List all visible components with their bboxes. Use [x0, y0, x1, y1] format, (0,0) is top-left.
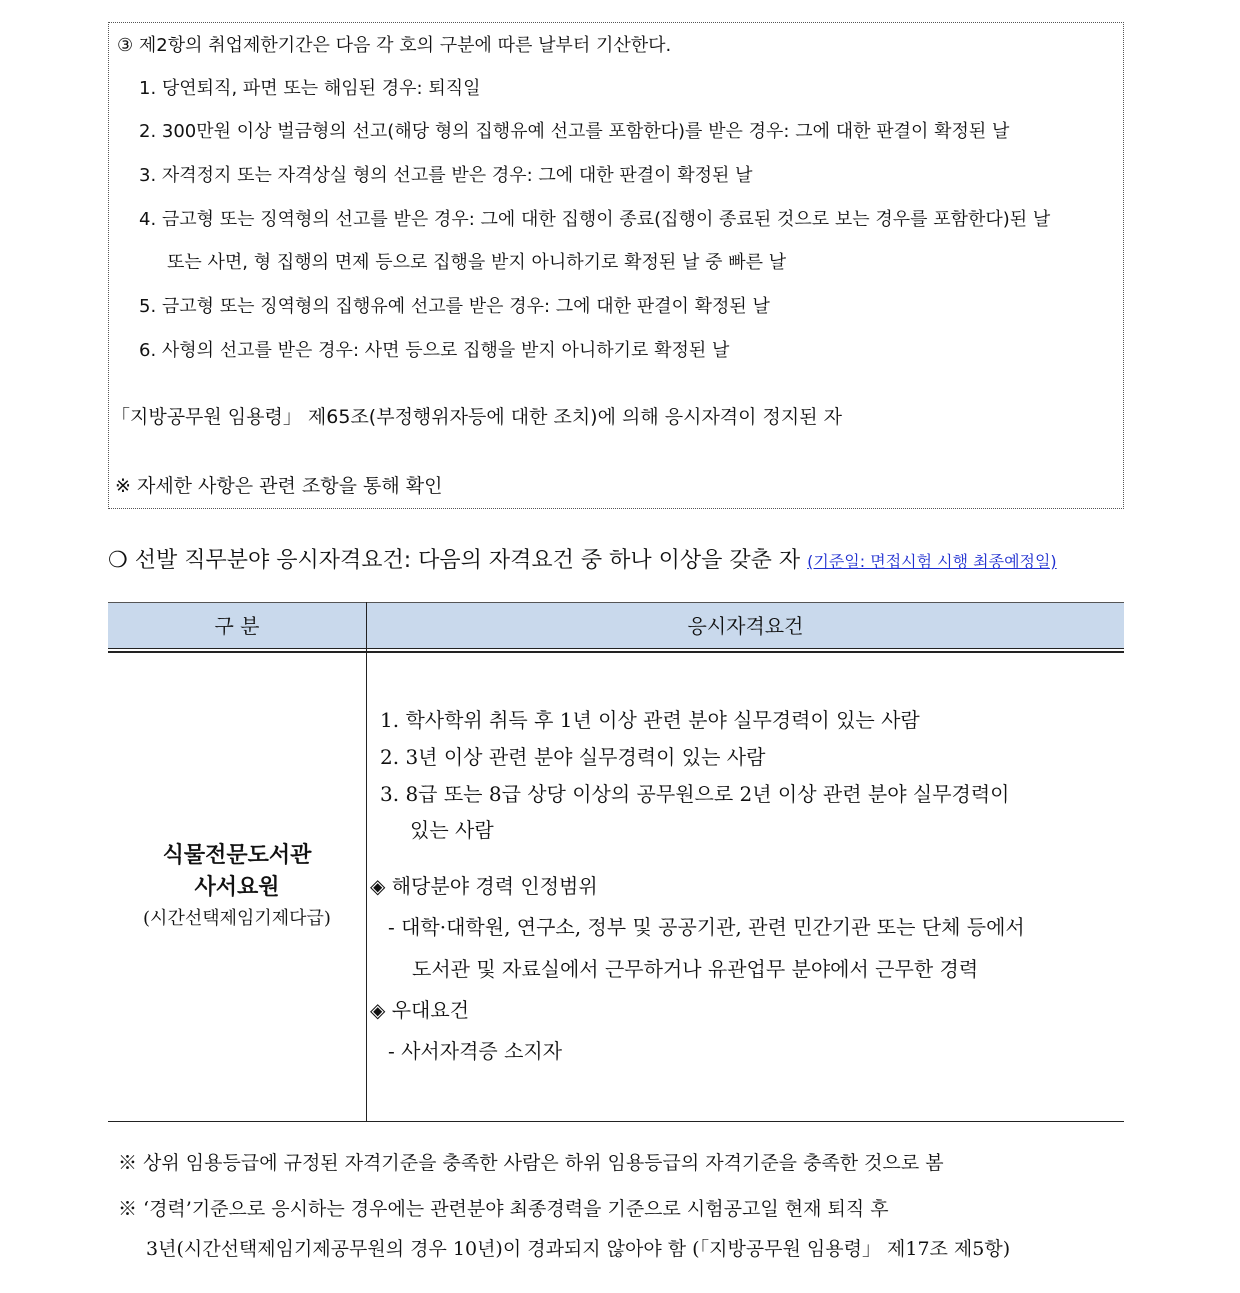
clause-item: 2. 300만원 이상 벌금형의 선고(해당 형의 집행유예 선고를 포함한다)를 받은 경우: 그에 대한 판결이 확정된 날	[139, 121, 1010, 142]
footnote: ※ ‘경력’기준으로 응시하는 경우에는 관련분야 최종경력을 기준으로 시험공고일 현재 퇴직 후	[118, 1198, 889, 1220]
heading-bullet-icon: ❍	[108, 548, 128, 573]
clause-item: 5. 금고형 또는 징역형의 집행유예 선고를 받은 경우: 그에 대한 판결이 확정된 날	[139, 296, 770, 317]
category-type: (시간선택제임기제다급)	[143, 908, 331, 929]
heading-date-note: (기준일: 면접시험 시행 최종예정일)	[807, 552, 1057, 571]
clause-item: 3. 자격정지 또는 자격상실 형의 선고를 받은 경우: 그에 대한 판결이 확정된 날	[139, 165, 753, 186]
table-header	[108, 602, 1124, 649]
preference-line: - 사서자격증 소지자	[388, 1039, 563, 1063]
footnote-continuation: 3년(시간선택제임기제공무원의 경우 10년)이 경과되지 않아야 함 (「지방공무원 임용령」 제17조 제5항)	[146, 1238, 1011, 1260]
requirements-table	[108, 602, 1124, 1122]
requirement-item: 1. 학사학위 취득 후 1년 이상 관련 분야 실무경력이 있는 사람	[380, 708, 920, 732]
category-subtitle: 사서요원	[194, 874, 280, 900]
header-rule	[108, 648, 1124, 649]
clause-item: 1. 당연퇴직, 파면 또는 해임된 경우: 퇴직일	[139, 78, 481, 99]
header-category: 구 분	[214, 614, 260, 638]
heading-text: 선발 직무분야 응시자격요건: 다음의 자격요건 중 하나 이상을 갖춘 자	[134, 548, 801, 573]
experience-range-line: - 대학·대학원, 연구소, 정부 및 공공기관, 관련 민간기관 또는 단체 등에서	[388, 915, 1025, 939]
footnote: ※ 상위 임용등급에 규정된 자격기준을 충족한 사람은 하위 임용등급의 자격기준을 충족한 것으로 봄	[118, 1152, 944, 1174]
clause-item: 4. 금고형 또는 징역형의 선고를 받은 경우: 그에 대한 집행이 종료(집행이 종료된 것으로 보는 경우를 포함한다)된 날	[139, 209, 1051, 230]
decree-line: 「지방공무원 임용령」 제65조(부정행위자등에 대한 조치)에 의해 응시자격이 정지된 자	[111, 406, 843, 428]
clause-intro: ③ 제2항의 취업제한기간은 다음 각 호의 구분에 따른 날부터 기산한다.	[117, 35, 672, 56]
clause-item-continuation: 또는 사면, 형 집행의 면제 등으로 집행을 받지 아니하기로 확정된 날 중 빠른 날	[167, 252, 787, 273]
box-note: ※ 자세한 사항은 관련 조항을 통해 확인	[115, 475, 443, 497]
experience-range-title: ◈ 해당분야 경력 인정범위	[370, 874, 598, 898]
table-bottom-rule	[108, 1121, 1124, 1122]
category-title: 식물전문도서관	[162, 842, 312, 868]
column-divider	[366, 602, 367, 1122]
header-requirements: 응시자격요건	[687, 614, 804, 638]
requirement-item: 2. 3년 이상 관련 분야 실무경력이 있는 사람	[380, 745, 766, 769]
experience-range-line: 도서관 및 자료실에서 근무하거나 유관업무 분야에서 근무한 경력	[412, 957, 979, 981]
header-rule-double	[108, 651, 1124, 653]
requirement-item: 3. 8급 또는 8급 상당 이상의 공무원으로 2년 이상 관련 분야 실무경력이	[380, 782, 1010, 806]
section-heading	[108, 546, 1057, 577]
requirement-item-continuation: 있는 사람	[410, 818, 494, 842]
preference-title: ◈ 우대요건	[370, 998, 470, 1022]
clause-item: 6. 사형의 선고를 받은 경우: 사면 등으로 집행을 받지 아니하기로 확정된 날	[139, 340, 730, 361]
legal-notice-box	[108, 22, 1124, 509]
